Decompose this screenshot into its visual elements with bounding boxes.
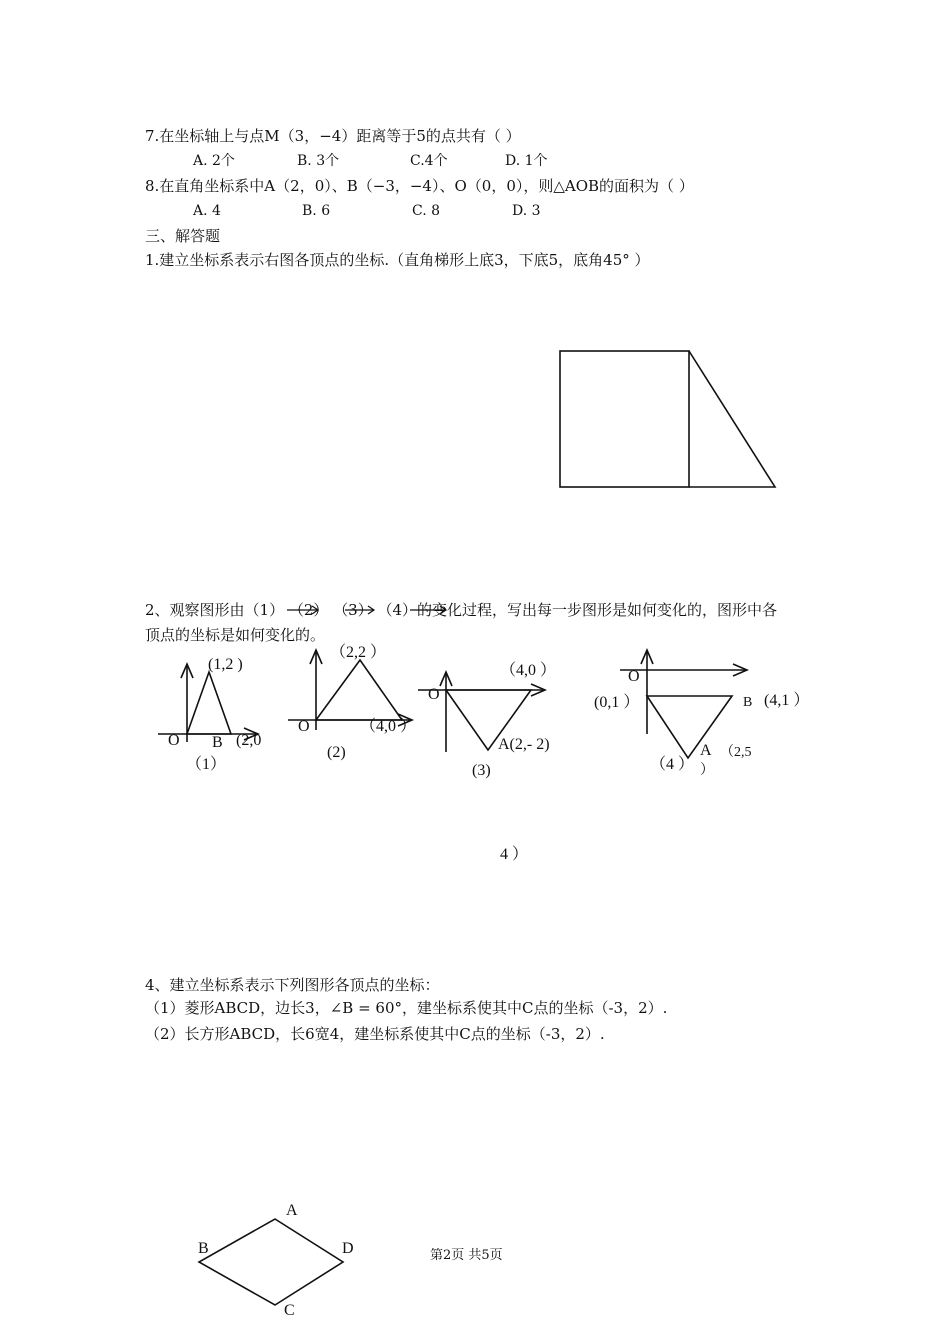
fig1-triangle bbox=[187, 672, 231, 734]
q8-option-c: C. 8 bbox=[412, 203, 441, 219]
fig3-origin-label: O bbox=[428, 686, 440, 703]
fig4-b-coord: (4,1 ） bbox=[764, 692, 810, 709]
q8-option-b: B. 6 bbox=[302, 203, 331, 219]
q8-option-a: A. 4 bbox=[193, 203, 221, 219]
page-number: 第2页 共5页 bbox=[430, 1248, 503, 1263]
problem-2-text-arrows bbox=[287, 606, 446, 614]
q8-option-d: D. 3 bbox=[512, 203, 541, 219]
rhombus-vertex-c: C bbox=[284, 1302, 295, 1319]
fig2-right-label: （4,0 ） bbox=[360, 718, 417, 735]
fig3-a-label: A(2,- 2) bbox=[498, 736, 550, 753]
fig4-a-coord: （2,5 bbox=[720, 745, 752, 760]
trapezoid-square-part bbox=[560, 351, 689, 487]
trapezoid-figure bbox=[560, 351, 775, 487]
rhombus-vertex-a: A bbox=[286, 1202, 298, 1219]
rhombus-shape bbox=[199, 1219, 343, 1305]
q7-option-b: B. 3个 bbox=[297, 153, 340, 169]
q7-option-c: C.4个 bbox=[410, 153, 448, 169]
fig1-b-coord: (2,0 bbox=[236, 732, 262, 749]
fig4-origin-label: O bbox=[628, 668, 640, 685]
rhombus-vertex-b: B bbox=[198, 1240, 209, 1257]
problem-2-line2: 顶点的坐标是如何变化的。 bbox=[145, 626, 326, 644]
section-title: 三、解答题 bbox=[145, 227, 221, 245]
fig1-b-label: B bbox=[212, 734, 223, 751]
fig1-apex-label: (1,2 ) bbox=[208, 656, 243, 673]
trapezoid-triangle-part bbox=[689, 351, 775, 487]
fig4-a-coord-close: ） bbox=[700, 763, 714, 778]
rhombus-vertex-d: D bbox=[342, 1240, 354, 1257]
problem-2-line1: 2、观察图形由（1） （2） （3） （4）的变化过程，写出每一步图形是如何变化的，图形中各 bbox=[145, 601, 778, 619]
problem-4-title: 4、建立坐标系表示下列图形各顶点的坐标： bbox=[145, 976, 440, 994]
stray-text: 4 ） bbox=[500, 846, 529, 863]
fig2-caption: (2) bbox=[327, 744, 346, 761]
fig2-triangle bbox=[316, 660, 402, 720]
problem-4-item-2: （2）长方形ABCD，长6宽4，建坐标系使其中C点的坐标（-3，2）. bbox=[145, 1025, 605, 1043]
rhombus-figure bbox=[199, 1219, 343, 1305]
fig3-caption: (3) bbox=[472, 762, 491, 779]
fig2-origin-label: O bbox=[298, 718, 310, 735]
q7-stem: 7.在坐标轴上与点M（3，−4）距离等于5的点共有（ ） bbox=[145, 127, 521, 145]
fig3-right-label: （4,0 ） bbox=[500, 662, 557, 679]
figure-1 bbox=[158, 664, 258, 742]
fig4-left-label: (0,1 ） bbox=[594, 694, 640, 711]
fig1-caption: （1） bbox=[186, 756, 227, 773]
fig1-origin-label: O bbox=[168, 732, 180, 749]
q7-option-d: D. 1个 bbox=[505, 153, 548, 169]
fig4-b-label: B bbox=[743, 695, 753, 710]
fig2-apex-label: （2,2 ） bbox=[330, 644, 387, 661]
fig4-caption: （4 ） bbox=[650, 756, 695, 773]
problem-1-text: 1.建立坐标系表示右图各顶点的坐标.（直角梯形上底3，下底5，底角45° ） bbox=[145, 251, 650, 269]
q7-option-a: A. 2个 bbox=[193, 153, 235, 169]
problem-4-item-1: （1）菱形ABCD，边长3，∠B = 60°，建坐标系使其中C点的坐标（-3，2）. bbox=[145, 999, 668, 1017]
fig4-a-label: A bbox=[700, 742, 712, 759]
q8-stem: 8.在直角坐标系中A（2，0）、B（−3，−4）、O（0，0），则△AOB的面积为（ ） bbox=[145, 177, 694, 195]
